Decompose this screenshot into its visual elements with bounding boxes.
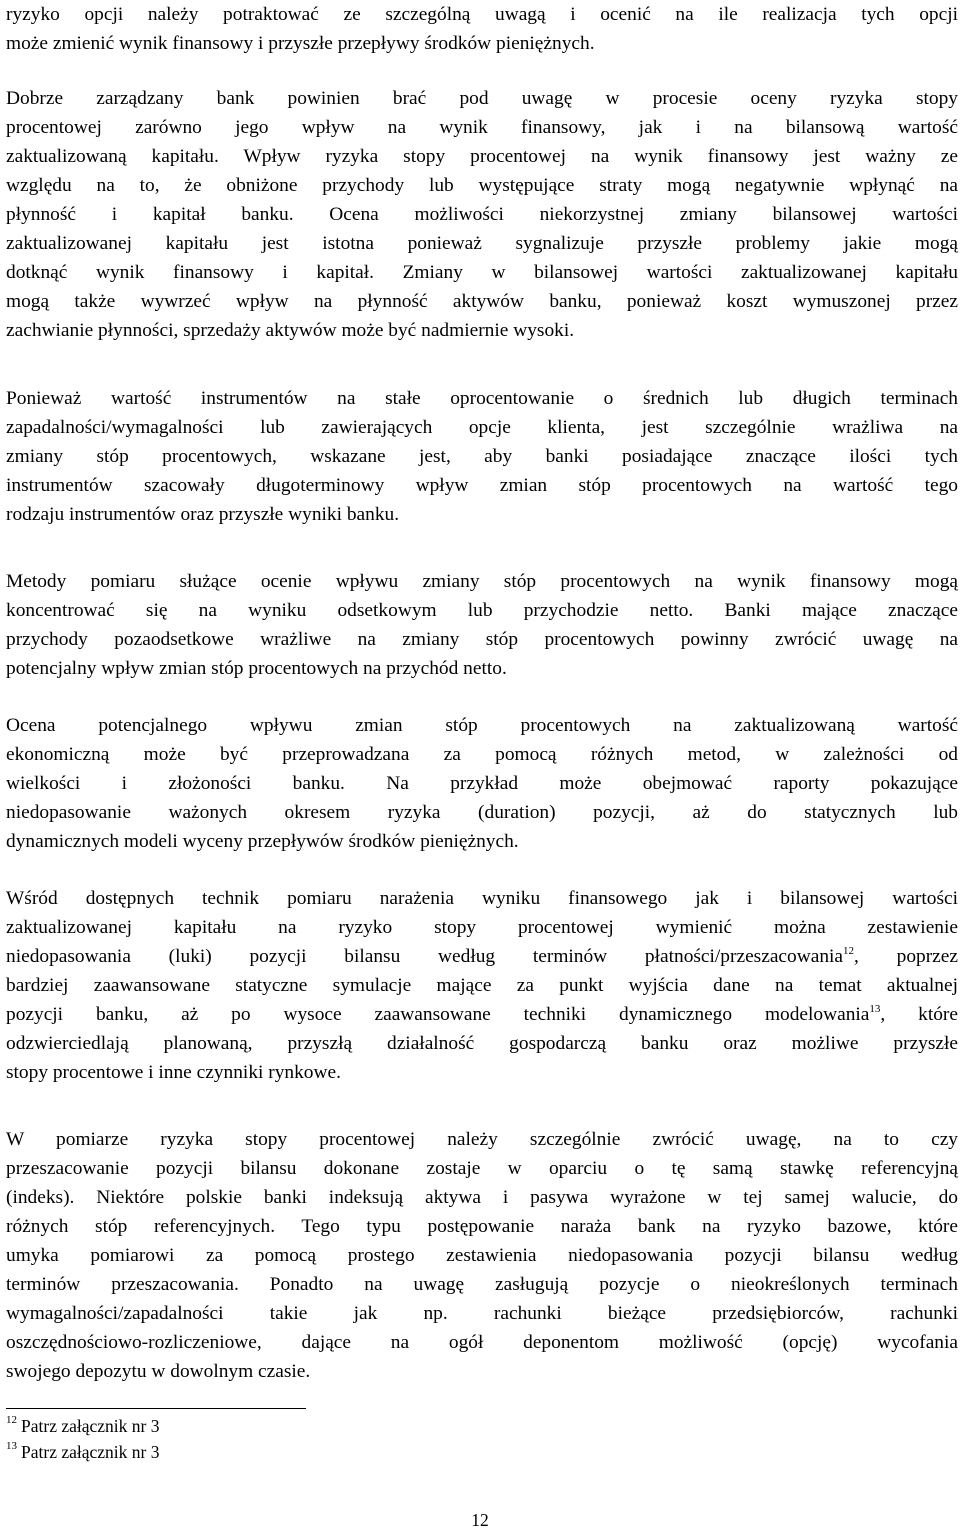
text-line: pozycji banku, aż po wysoce zaawansowane techniki dynamicznego modelowania$^{13}$, które — [6, 1002, 958, 1025]
paragraph — [6, 384, 958, 529]
text-line: potencjalny wpływ zmian stóp procentowych na przychód netto. — [6, 658, 507, 679]
footnote-separator — [6, 1408, 306, 1409]
text-line: zaktualizowanej kapitału jest istotna ponieważ sygnalizuje przyszłe problemy jakie mogą — [6, 233, 958, 254]
text-line: rodzaju instrumentów oraz przyszłe wyniki banku. — [6, 504, 400, 525]
page-number: 12 — [471, 1510, 489, 1530]
text-line: wymagalności/zapadalności takie jak np. rachunki bieżące przedsiębiorców, rachunki — [6, 1303, 958, 1324]
text-line: ekonomiczną może być przeprowadzana za pomocą różnych metod, w zależności od — [6, 744, 958, 765]
text-line: niedopasowanie ważonych okresem ryzyka (duration) pozycji, aż do statycznych lub — [6, 802, 958, 823]
text-line: względu na to, że obniżone przychody lub występujące straty mogą negatywnie wpłynąć na — [6, 175, 958, 196]
footnote-13 — [6, 1440, 159, 1464]
text-line: zaktualizowanej kapitału na ryzyko stopy procentowej wymienić można zestawienie — [6, 917, 958, 938]
footnote-text: Patrz załącznik nr 3 — [21, 1416, 160, 1436]
text-line: zapadalności/wymagalności lub zawierających opcje klienta, jest szczególnie wrażliwa na — [6, 417, 958, 438]
paragraph — [6, 84, 958, 345]
text-line: koncentrować się na wyniku odsetkowym lub przychodzie netto. Banki mające znaczące — [6, 600, 958, 621]
paragraph — [6, 1125, 958, 1386]
text-line: instrumentów szacowały długoterminowy wpływ zmian stóp procentowych na wartość tego — [6, 475, 958, 496]
text-line: terminów przeszacowania. Ponadto na uwagę zasługują pozycje o nieokreślonych terminach — [6, 1274, 958, 1295]
text-line: niedopasowania (luki) pozycji bilansu według terminów płatności/przeszacowania$^{12}$, poprzez — [6, 944, 958, 967]
text-line: (indeks). Niektóre polskie banki indeksują aktywa i pasywa wyrażone w tej samej walucie, do — [6, 1187, 958, 1208]
footnote-mark: 13 — [6, 1440, 17, 1453]
text-line: zaktualizowaną kapitału. Wpływ ryzyka stopy procentowej na wynik finansowy jest ważny ze — [6, 146, 958, 167]
text-line: bardziej zaawansowane statyczne symulacje mające za punkt wyjścia dane na temat aktualnej — [6, 975, 958, 996]
text-line: płynność i kapitał banku. Ocena możliwości niekorzystnej zmiany bilansowej wartości — [6, 204, 958, 225]
footnote-reference: 12 — [843, 944, 855, 957]
text-line: wielkości i złożoności banku. Na przykład może obejmować raporty pokazujące — [6, 773, 958, 794]
text-line: dotknąć wynik finansowy i kapitał. Zmiany w bilansowej wartości zaktualizowanej kapitału — [6, 262, 958, 283]
footnote-mark: 12 — [6, 1414, 17, 1427]
text-line: stopy procentowe i inne czynniki rynkowe. — [6, 1062, 341, 1083]
text-line: Ocena potencjalnego wpływu zmian stóp procentowych na zaktualizowaną wartość — [6, 715, 958, 736]
footnote-reference: 13 — [869, 1002, 881, 1015]
text-line: oszczędnościowo-rozliczeniowe, dające na ogół deponentom możliwość (opcję) wycofania — [6, 1332, 958, 1353]
text-line: zmiany stóp procentowych, wskazane jest, aby banki posiadające znaczące ilości tych — [6, 446, 958, 467]
text-line: odzwierciedlają planowaną, przyszłą działalność gospodarczą banku oraz możliwe przyszłe — [6, 1033, 958, 1054]
text-line: W pomiarze ryzyka stopy procentowej należy szczególnie zwrócić uwagę, na to czy — [6, 1129, 958, 1150]
footnote-text: Patrz załącznik nr 3 — [21, 1442, 160, 1462]
text-line: dynamicznych modeli wyceny przepływów środków pieniężnych. — [6, 831, 519, 852]
text-line: może zmienić wynik finansowy i przyszłe przepływy środków pieniężnych. — [6, 33, 595, 54]
paragraph — [6, 711, 958, 856]
text-line: Ponieważ wartość instrumentów na stałe oprocentowanie o średnich lub długich terminach — [6, 388, 958, 409]
text-line: przeszacowanie pozycji bilansu dokonane zostaje w oparciu o tę samą stawkę referencyjną — [6, 1158, 958, 1179]
text-line: różnych stóp referencyjnych. Tego typu postępowanie naraża bank na ryzyko bazowe, które — [6, 1216, 958, 1237]
paragraph — [6, 0, 958, 58]
text-line: zachwianie płynności, sprzedaży aktywów może być nadmiernie wysoki. — [6, 320, 575, 341]
text-line: Dobrze zarządzany bank powinien brać pod uwagę w procesie oceny ryzyka stopy — [6, 88, 958, 109]
paragraph — [6, 567, 958, 683]
footnote-12 — [6, 1414, 159, 1438]
text-line: mogą także wywrzeć wpływ na płynność aktywów banku, ponieważ koszt wymuszonej przez — [6, 291, 958, 312]
text-line: procentowej zarówno jego wpływ na wynik finansowy, jak i na bilansową wartość — [6, 117, 958, 138]
text-line: umyka pomiarowi za pomocą prostego zestawienia niedopasowania pozycji bilansu według — [6, 1245, 958, 1266]
text-line: swojego depozytu w dowolnym czasie. — [6, 1361, 311, 1382]
paragraph — [6, 884, 958, 1087]
text-line: przychody pozaodsetkowe wrażliwe na zmiany stóp procentowych powinny zwrócić uwagę na — [6, 629, 958, 650]
text-line: Metody pomiaru służące ocenie wpływu zmiany stóp procentowych na wynik finansowy mogą — [6, 571, 958, 592]
text-line: ryzyko opcji należy potraktować ze szczególną uwagą i ocenić na ile realizacja tych opcji — [6, 4, 958, 25]
text-line: Wśród dostępnych technik pomiaru narażenia wyniku finansowego jak i bilansowej wartości — [6, 888, 958, 909]
